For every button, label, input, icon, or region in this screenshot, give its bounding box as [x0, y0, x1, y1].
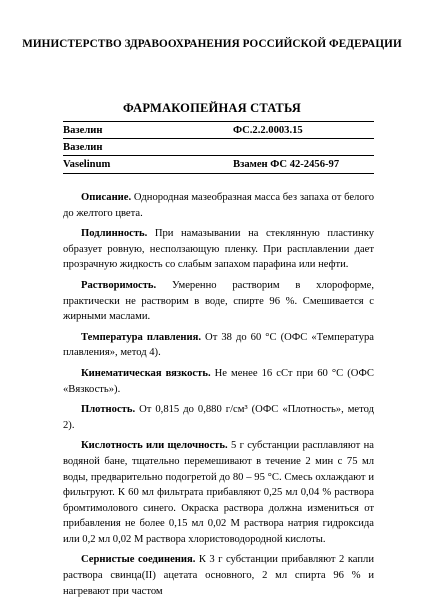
- name-ru: Вазелин: [63, 125, 103, 136]
- name-latin: Vaselinum: [63, 159, 111, 170]
- section-text: От 38 до 60 °С (ОФС «Температура плавления», метод 4).: [63, 331, 374, 359]
- meta-row-2: [63, 141, 374, 154]
- section-title: Описание.: [81, 192, 132, 203]
- section-text: При намазывании на стеклянную пластинку образует ровную, несползающую пленку. При расплавлении дает прозрачную жидкость со слабым запахом парафина или нефти.: [63, 228, 374, 271]
- section-title: Растворимость.: [81, 279, 157, 291]
- section-text: Однородная мазеобразная масса без запаха от белого до желтого цвета.: [63, 192, 374, 219]
- section-title: Плотность.: [81, 404, 136, 416]
- rule-3: [63, 155, 374, 156]
- replaces-note: Взамен ФС 42-2456-97: [233, 159, 340, 170]
- section-text: Умеренно растворим в хлороформе, практически не растворим в воде, спирте 96 %. Смешивается с жирными маслами.: [63, 279, 374, 323]
- meta-row-1: [63, 124, 374, 137]
- rule-4: [63, 173, 374, 174]
- section-title: Температура плавления.: [81, 331, 202, 343]
- rule-2: [63, 138, 374, 139]
- section-title: Кислотность или щелочность.: [81, 440, 228, 452]
- section-melting-point: [63, 330, 374, 361]
- section-solubility: [63, 278, 374, 325]
- section-sulfur: [63, 552, 374, 599]
- section-acidity: [63, 438, 374, 547]
- section-description: [63, 190, 374, 221]
- top-rule: [63, 121, 374, 122]
- section-text: Не менее 16 сСт при 60 °С (ОФС «Вязкость»).: [63, 367, 374, 395]
- ministry-header: МИНИСТЕРСТВО ЗДРАВООХРАНЕНИЯ РОССИЙСКОЙ ФЕДЕРАЦИИ: [22, 38, 402, 50]
- name-ru-2: Вазелин: [63, 142, 103, 153]
- article-body: [63, 190, 374, 604]
- section-identification: [63, 226, 374, 273]
- article-title: ФАРМАКОПЕЙНАЯ СТАТЬЯ: [123, 101, 301, 115]
- section-density: [63, 402, 374, 433]
- article-code: ФС.2.2.0003.15: [233, 125, 303, 136]
- section-text: От 0,815 до 0,880 г/см³ (ОФС «Плотность», метод 2).: [63, 404, 374, 431]
- section-viscosity: [63, 366, 374, 397]
- section-text: К 3 г субстанции прибавляют 2 капли раствора свинца(II) ацетата основного, 2 мл спирта 96 % и нагревают при частом: [63, 554, 374, 597]
- section-text: 5 г субстанции расплавляют на водяной бане, тщательно перемешивают в течение 2 мин с 75 мл воды, предварительно подогретой до 80 – 95 °С. Смесь охлаждают и фильтруют. К 60 мл фильтрата прибавляют 0,25 мл 0,04 % раствора бромтимолового синего. Окраска раствора должна измениться от прибавления не более 0,15 мл 0,02 М раствора натрия гидроксида или 0,2 мл 0,02 М раствора хлористоводородной кислоты.: [63, 440, 374, 545]
- section-title: Кинематическая вязкость.: [81, 367, 211, 379]
- section-title: Сернистые соединения.: [81, 554, 196, 566]
- meta-row-3: [63, 158, 374, 171]
- section-title: Подлинность.: [81, 228, 148, 240]
